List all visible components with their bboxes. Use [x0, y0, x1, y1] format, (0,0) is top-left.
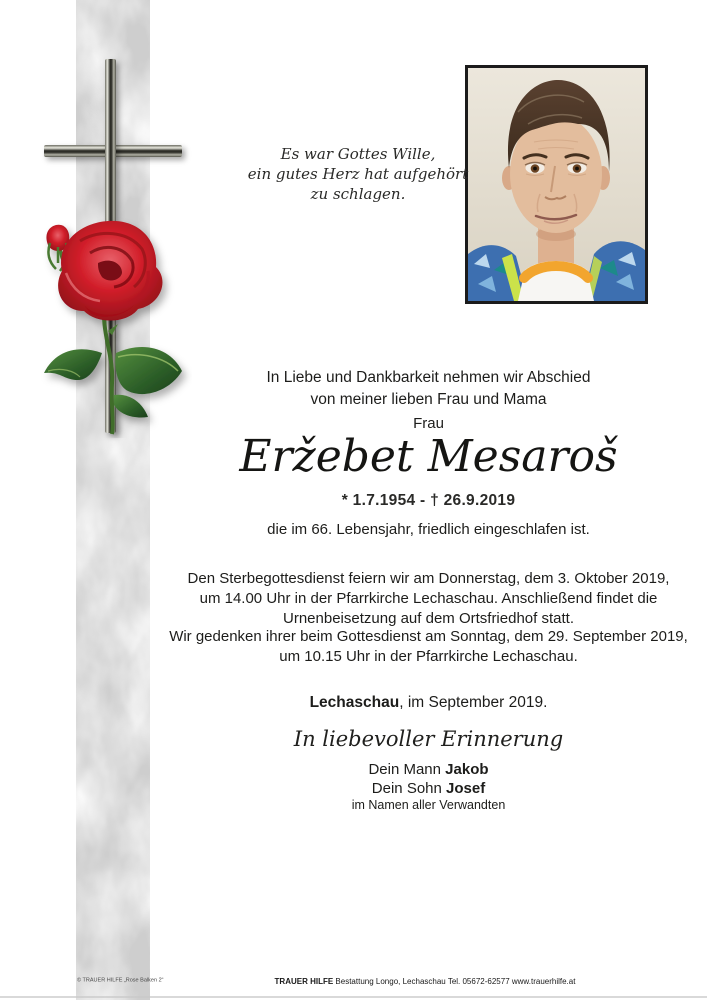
quote-line: ein gutes Herz hat aufgehört: [247, 165, 469, 183]
quote-line: Es war Gottes Wille,: [280, 145, 436, 163]
place-name: Lechaschau: [309, 694, 400, 711]
mourner-line: [150, 779, 707, 798]
funeral-home-brand: TRAUER HILFE: [274, 977, 334, 986]
mourner-line: [150, 760, 707, 779]
mourners-list: [150, 760, 707, 798]
memorial-service-paragraph: [150, 627, 707, 667]
funeral-service-paragraph: [150, 569, 707, 629]
mourner-relation: Dein Sohn: [371, 780, 447, 797]
intro-text: [150, 367, 707, 411]
condolence-quote: [208, 144, 508, 204]
deceased-name: Eržebet Mesaroš: [239, 431, 618, 482]
page-bottom-edge: [0, 996, 707, 998]
mourner-relation: Dein Mann: [368, 761, 446, 778]
funeral-home-info: Bestattung Longo, Lechaschau Tel. 05672-62577 www.trauerhilfe.at: [333, 977, 576, 986]
relatives-line: im Namen aller Verwandten: [351, 798, 506, 812]
life-dates: * 1.7.1954 - † 26.9.2019: [341, 492, 516, 509]
service-line: Den Sterbegottesdienst feiern wir am Donnerstag, dem 3. Oktober 2019,: [187, 570, 670, 587]
age-line: die im 66. Lebensjahr, friedlich eingeschlafen ist.: [267, 521, 590, 538]
service-line: Urnenbeisetzung auf dem Ortsfriedhof statt.: [283, 610, 574, 627]
intro-line: In Liebe und Dankbarkeit nehmen wir Abschied: [266, 369, 591, 386]
place-date-rest: , im September 2019.: [399, 694, 548, 711]
artwork-credit: © TRAUER HILFE „Rose Balken 2“: [77, 978, 164, 984]
place-date-line: [150, 694, 707, 712]
salutation: Frau: [413, 415, 444, 432]
mourner-name: Josef: [446, 780, 486, 797]
funeral-home-footer: [195, 977, 655, 986]
quote-line: zu schlagen.: [310, 185, 406, 203]
intro-line: von meiner lieben Frau und Mama: [310, 391, 547, 408]
memorial-line: Wir gedenken ihrer beim Gottesdienst am Sonntag, dem 29. September 2019,: [169, 628, 688, 645]
remembrance-line: In liebevoller Erinnerung: [293, 727, 564, 751]
service-line: um 14.00 Uhr in der Pfarrkirche Lechaschau. Anschließend findet die: [199, 590, 658, 607]
memorial-line: um 10.15 Uhr in der Pfarrkirche Lechaschau.: [279, 648, 578, 665]
mourner-name: Jakob: [445, 761, 489, 778]
